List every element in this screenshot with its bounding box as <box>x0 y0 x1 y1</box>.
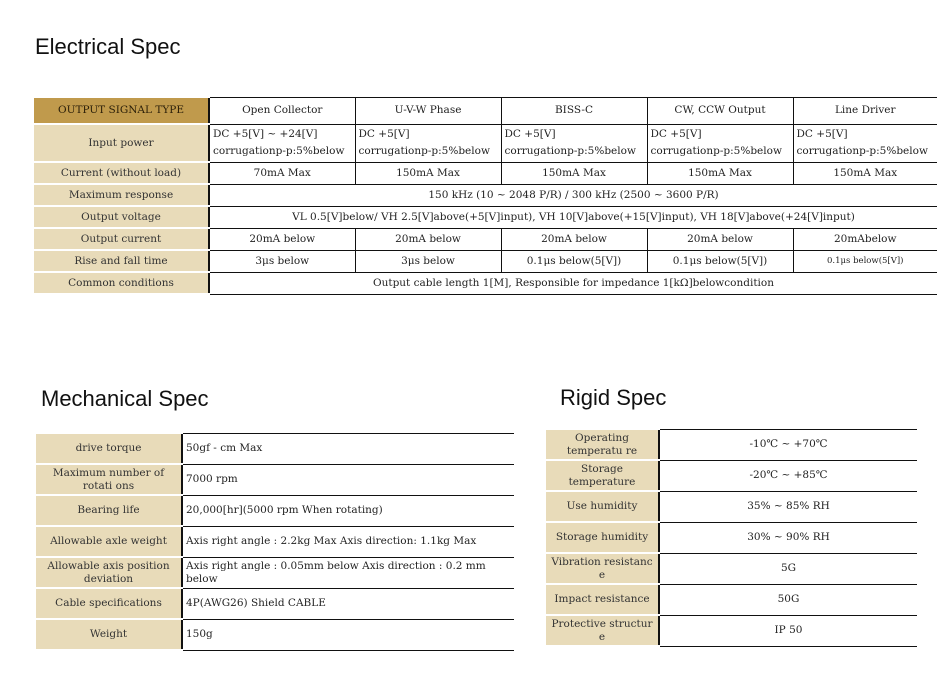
rigid-label: Protective structur e <box>546 615 659 646</box>
rigid-label: Vibration resistanc e <box>546 553 659 584</box>
mech-value: 4P(AWG26) Shield CABLE <box>182 588 514 619</box>
input-power-row <box>34 124 937 162</box>
header-row <box>34 97 937 124</box>
electrical-spec-table <box>34 96 937 295</box>
mech-value: 7000 rpm <box>182 464 514 495</box>
rigid-spec-title: Rigid Spec <box>560 385 667 410</box>
column-header: Open Collector <box>209 97 355 124</box>
rigid-spec-table <box>546 428 917 647</box>
rigid-row <box>546 553 917 584</box>
mech-value: 150g <box>182 619 514 650</box>
mech-row <box>36 526 514 557</box>
rigid-row <box>546 460 917 491</box>
mechanical-spec-title: Mechanical Spec <box>41 386 209 411</box>
current-cell: 150mA Max <box>501 162 647 184</box>
column-header: Line Driver <box>793 97 937 124</box>
rigid-row <box>546 429 917 460</box>
rigid-row <box>546 491 917 522</box>
column-header: BISS-C <box>501 97 647 124</box>
output-signal-type-label: OUTPUT SIGNAL TYPE <box>34 97 209 124</box>
current-cell: 150mA Max <box>793 162 937 184</box>
output-voltage-label: Output voltage <box>34 206 209 228</box>
input-power-ripple: corrugationp-p:5%below <box>213 145 345 157</box>
input-power-voltage: DC +5[V] <box>504 128 556 140</box>
current-row <box>34 162 937 184</box>
input-power-cell <box>501 124 647 162</box>
rigid-label: Storage temperature <box>546 460 659 491</box>
rigid-value: 35% ~ 85% RH <box>659 491 917 522</box>
rigid-label: Impact resistance <box>546 584 659 615</box>
mech-value: 20,000[hr](5000 rpm When rotating) <box>182 495 514 526</box>
rise-fall-row <box>34 250 937 272</box>
rise-fall-label: Rise and fall time <box>34 250 209 272</box>
output-voltage-value: VL 0.5[V]below/ VH 2.5[V]above(+5[V]input), VH 10[V]above(+15[V]input), VH 18[V]above(+24[V]input) <box>209 206 937 228</box>
input-power-cell <box>355 124 501 162</box>
input-power-cell <box>793 124 937 162</box>
output-current-cell: 20mAbelow <box>793 228 937 250</box>
input-power-ripple: corrugationp-p:5%below <box>358 145 490 157</box>
mech-row <box>36 619 514 650</box>
input-power-label: Input power <box>34 124 209 162</box>
rigid-value: 30% ~ 90% RH <box>659 522 917 553</box>
mech-label: drive torque <box>36 433 182 464</box>
output-current-row <box>34 228 937 250</box>
mech-label: Weight <box>36 619 182 650</box>
rigid-value: -10℃ ~ +70℃ <box>659 429 917 460</box>
rigid-label: Storage humidity <box>546 522 659 553</box>
current-cell: 70mA Max <box>209 162 355 184</box>
rise-fall-cell: 0.1μs below(5[V]) <box>501 250 647 272</box>
input-power-ripple: corrugationp-p:5%below <box>796 145 928 157</box>
output-current-cell: 20mA below <box>647 228 793 250</box>
max-response-value: 150 kHz (10 ~ 2048 P/R) / 300 kHz (2500 ~ 3600 P/R) <box>209 184 937 206</box>
output-current-label: Output current <box>34 228 209 250</box>
rise-fall-cell: 0.1μs below(5[V]) <box>793 250 937 272</box>
input-power-voltage: DC +5[V] <box>796 128 848 140</box>
mech-row <box>36 588 514 619</box>
common-conditions-row <box>34 272 937 294</box>
rigid-value: -20℃ ~ +85℃ <box>659 460 917 491</box>
input-power-cell <box>647 124 793 162</box>
rise-fall-cell: 3μs below <box>209 250 355 272</box>
max-response-label: Maximum response <box>34 184 209 206</box>
mech-label: Maximum number of rotati ons <box>36 464 182 495</box>
rigid-value: 5G <box>659 553 917 584</box>
output-current-cell: 20mA below <box>209 228 355 250</box>
electrical-spec-title: Electrical Spec <box>35 34 181 59</box>
mech-value: 50gf - cm Max <box>182 433 514 464</box>
current-cell: 150mA Max <box>647 162 793 184</box>
column-header: U-V-W Phase <box>355 97 501 124</box>
common-conditions-value: Output cable length 1[M], Responsible for impedance 1[kΩ]belowcondition <box>209 272 937 294</box>
input-power-cell <box>209 124 355 162</box>
rigid-row <box>546 584 917 615</box>
column-header: CW, CCW Output <box>647 97 793 124</box>
rigid-label: Operating temperatu re <box>546 429 659 460</box>
input-power-voltage: DC +5[V] ~ +24[V] <box>213 128 318 140</box>
input-power-ripple: corrugationp-p:5%below <box>504 145 636 157</box>
output-current-cell: 20mA below <box>501 228 647 250</box>
common-conditions-label: Common conditions <box>34 272 209 294</box>
mech-row <box>36 433 514 464</box>
input-power-voltage: DC +5[V] <box>650 128 702 140</box>
mech-label: Allowable axis position deviation <box>36 557 182 588</box>
max-response-row <box>34 184 937 206</box>
rise-fall-cell: 0.1μs below(5[V]) <box>647 250 793 272</box>
current-cell: 150mA Max <box>355 162 501 184</box>
mech-label: Bearing life <box>36 495 182 526</box>
mech-row <box>36 557 514 588</box>
mech-label: Allowable axle weight <box>36 526 182 557</box>
mech-row <box>36 495 514 526</box>
current-label: Current (without load) <box>34 162 209 184</box>
input-power-voltage: DC +5[V] <box>358 128 410 140</box>
rigid-label: Use humidity <box>546 491 659 522</box>
mech-row <box>36 464 514 495</box>
output-current-cell: 20mA below <box>355 228 501 250</box>
rigid-row <box>546 615 917 646</box>
rigid-row <box>546 522 917 553</box>
input-power-ripple: corrugationp-p:5%below <box>650 145 782 157</box>
rigid-value: 50G <box>659 584 917 615</box>
rigid-value: IP 50 <box>659 615 917 646</box>
rise-fall-cell: 3μs below <box>355 250 501 272</box>
mech-value: Axis right angle : 0.05mm below Axis direction : 0.2 mm below <box>182 557 514 588</box>
mech-label: Cable specifications <box>36 588 182 619</box>
mech-value: Axis right angle : 2.2kg Max Axis direction: 1.1kg Max <box>182 526 514 557</box>
output-voltage-row <box>34 206 937 228</box>
mechanical-spec-table <box>36 432 514 651</box>
